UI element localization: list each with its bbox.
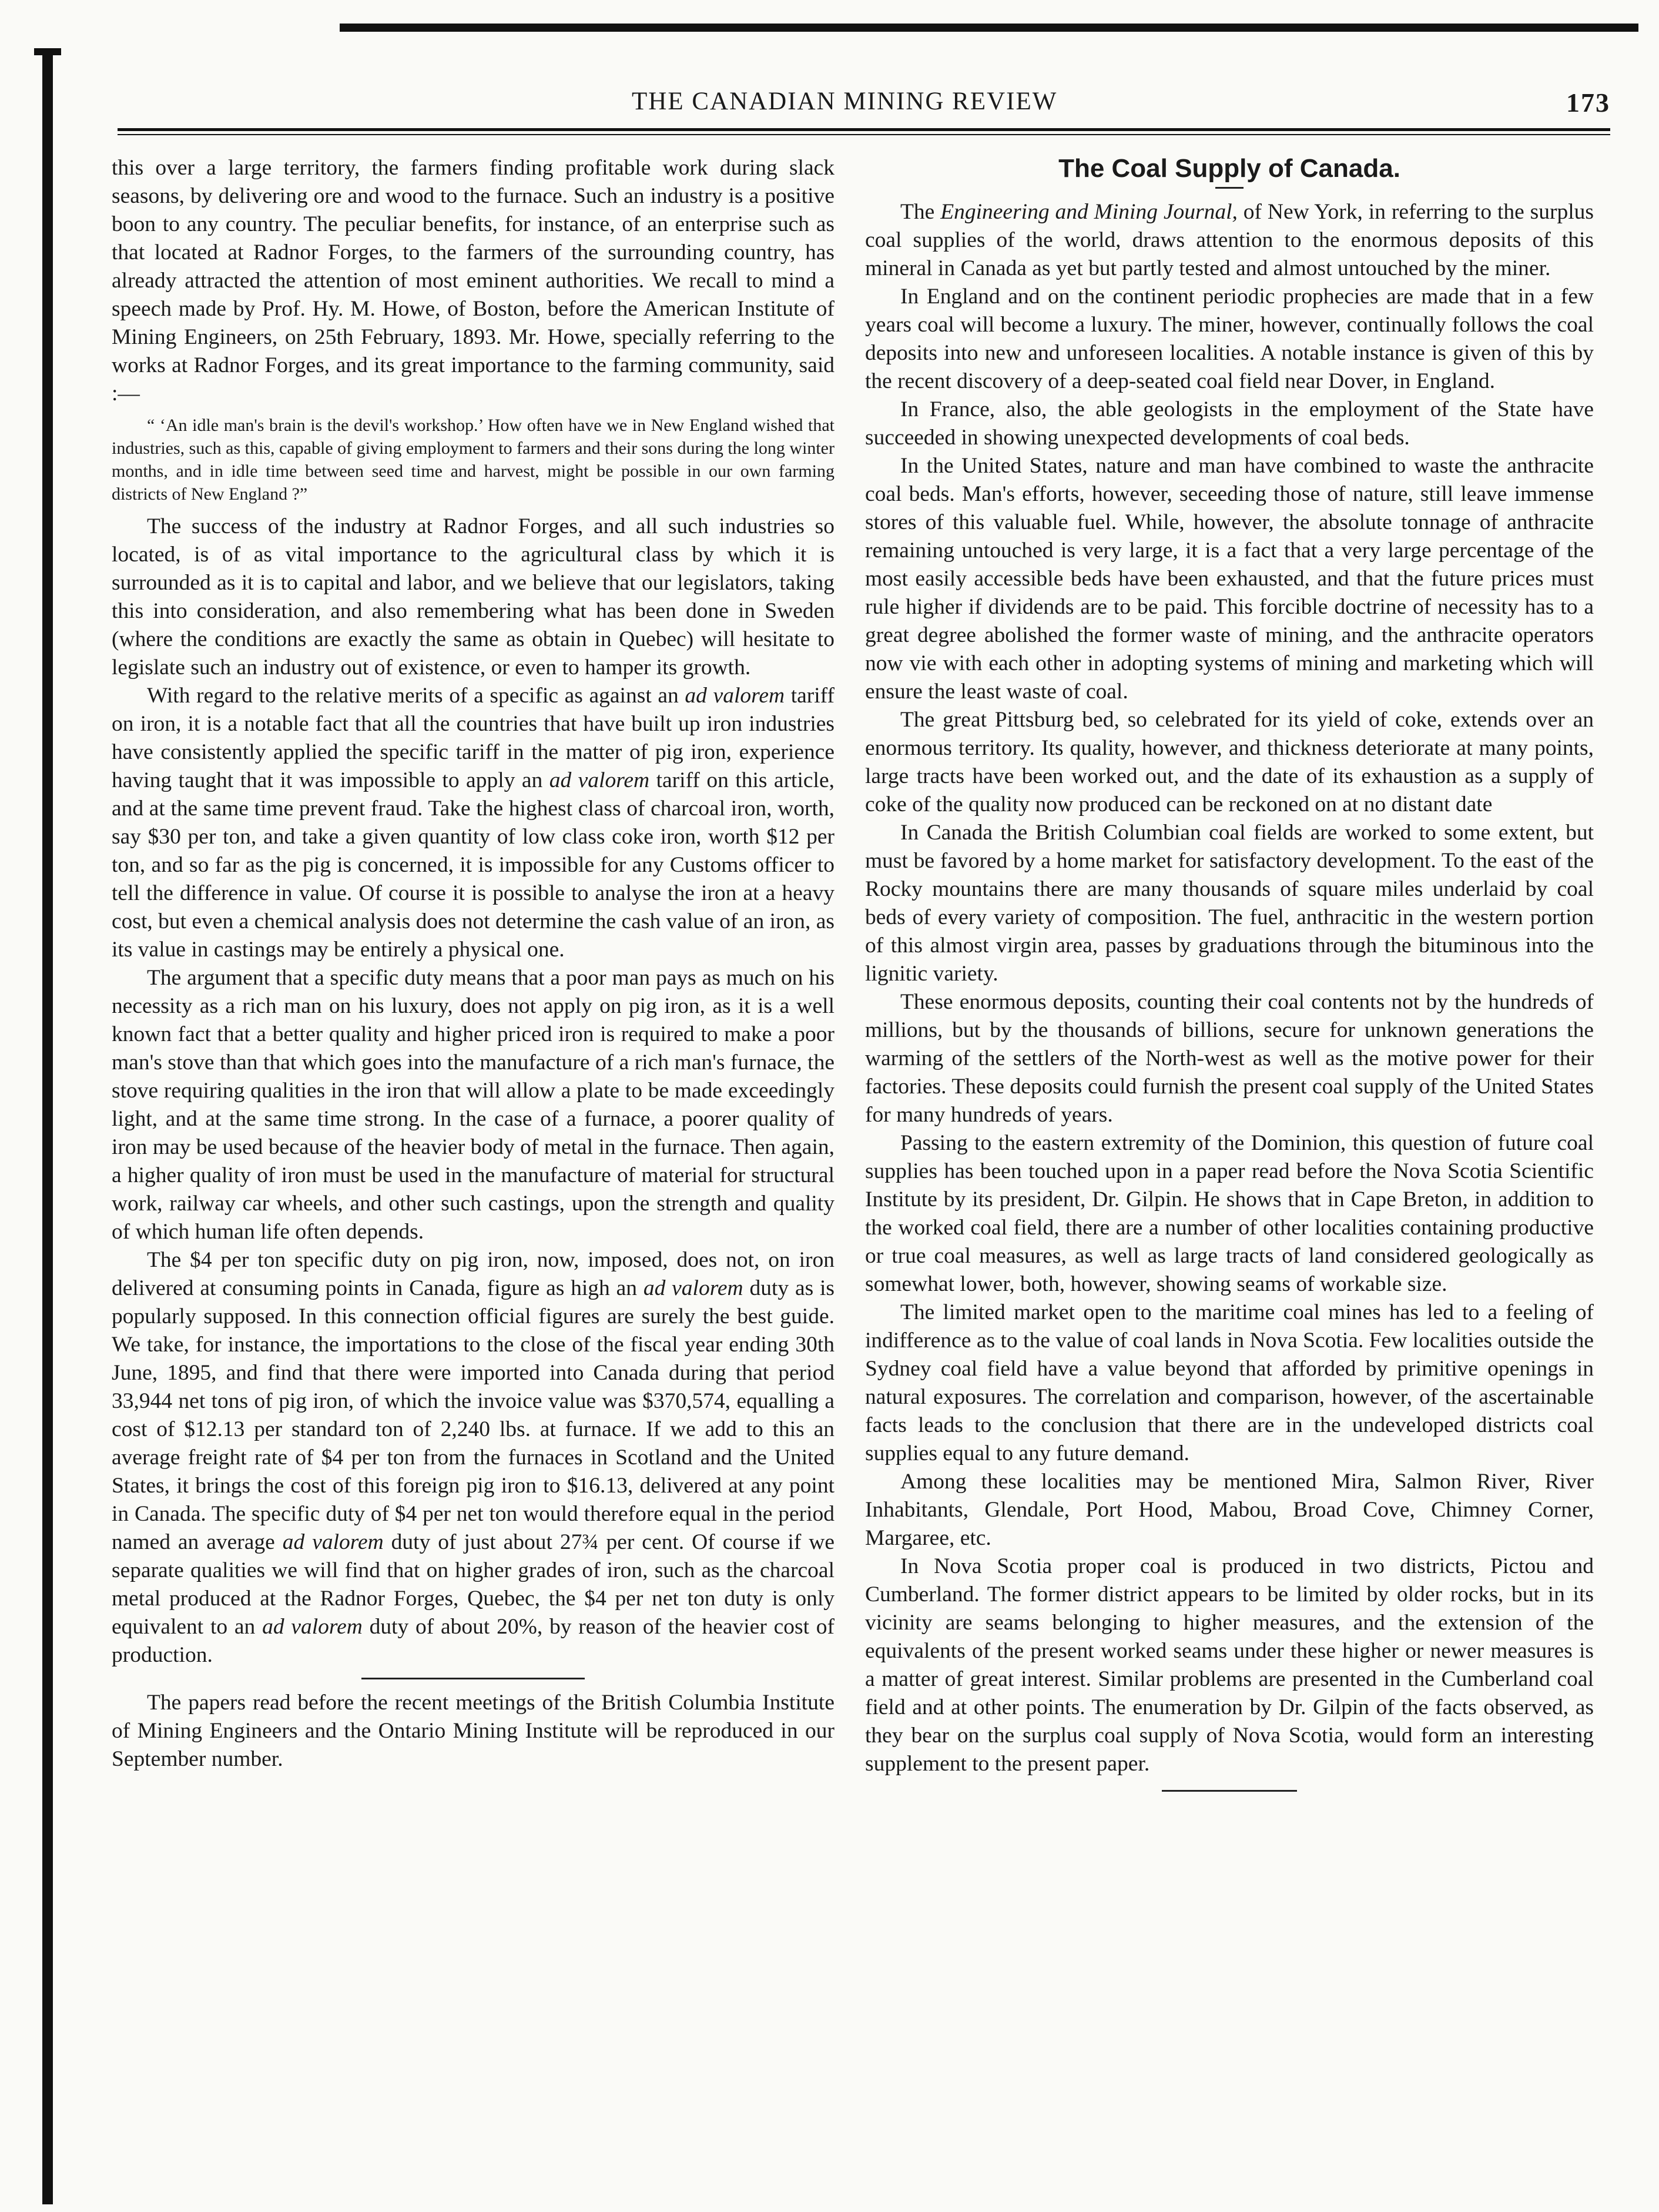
right-paragraph-7: These enormous deposits, counting their coal contents not by the hundreds of millions, but by the thousands of billions, secure for unknown generations the warming of the settlers of the North-west as well as the motive power for their factories. These deposits could furnish the present coal supply of the United States for many hundreds of years. <box>865 990 1594 1127</box>
text-run: The $4 per ton specific duty on pig iron, now, imposed, does not, on iron delivered at consuming points in Canada, figure as high an <box>112 1248 834 1300</box>
left-paragraph-3 <box>112 682 834 964</box>
italic-term: ad valorem <box>262 1615 363 1639</box>
top-border-rule <box>340 24 1638 32</box>
text-run: With regard to the relative merits of a specific as against an <box>147 684 685 708</box>
article-title: The Coal Supply of Canada. <box>1058 154 1400 183</box>
section-divider <box>361 1678 585 1679</box>
text-run: duty of about 20%, by reason of the heavier cost of production. <box>112 1615 834 1667</box>
text-run: duty as is popularly supposed. In this connection official figures are surely the best guide. We take, for instance, the importations to the close of the fiscal year ending 30th June, 1895, and find that there were imported into Canada during that period 33,944 net tons of pig iron, of which the invoice value was $370,574, equalling a cost of $12.13 per standard ton of 2,240 lbs. at furnace. If we add to this an average freight rate of $4 per ton from the furnaces in Scotland and the United States, it brings the cost of this foreign pig iron to $16.13, delivered at any point in Canada. The specific duty of $4 per net ton would therefore equal in the period named an average <box>112 1276 835 1554</box>
text-run: tariff on this article, and at the same time prevent fraud. Take the highest class of charcoal iron, worth, say $30 per ton, and take a given quantity of low class coke iron, worth $12 per ton, and so far as the pig is concerned, it is impossible for any Customs officer to tell the difference in value. Of course it is possible to analyse the iron at a heavy cost, but even a chemical analysis does not determine the cash value of an iron, as its value in castings may be entirely a physical one. <box>112 768 834 962</box>
left-paragraph-2: The success of the industry at Radnor Forges, and all such industries so located, is of as vital importance to the agricultural class by which it is surrounded as it is to capital and labor, and we believe that our legislators, taking this into consideration, and also remembering what has been done in Sweden (where the conditions are exactly the same as obtain in Quebec) will hesitate to legislate such an industry out of existence, or even to hamper its growth. <box>112 514 834 680</box>
text-run: duty of just about 27¾ per cent. Of course if we separate qualities we will find that on higher grades of iron, such as the charcoal metal produced at the Radnor Forges, Quebec, the $4 per net ton duty is only equivalent to an <box>112 1530 835 1639</box>
left-paragraph-4: The argument that a specific duty means that a poor man pays as much on his necessity as a rich man on his luxury, does not apply on pig iron, as it is a well known fact that a better quality and higher priced iron is required to make a poor man's stove than that which goes into the manufacture of a rich man's furnace, the stove requiring qualities in the iron that will allow a plate to be made exceedingly light, and at the same time strong. In the case of a furnace, a poorer quality of iron may be used because of the heavier body of metal in the furnace. Then again, a higher quality of iron must be used in the manufacture of material for structural work, railway car wheels, and other such castings, upon the strength and quality of which human life often depends. <box>112 966 834 1244</box>
right-paragraph-9: The limited market open to the maritime coal mines has led to a feeling of indifference as to the value of coal lands in Nova Scotia. Few localities outside the Sydney coal field have a value beyond that afforded by primitive openings in natural exposures. The correlation and comparison, however, of the ascertainable facts leads to the conclusion that there are in the undeveloped districts coal supplies equal to any future demand. <box>865 1300 1594 1465</box>
right-paragraph-11: In Nova Scotia proper coal is produced in two districts, Pictou and Cumberland. The former district appears to be limited by older rocks, but in its vicinity are seams belonging to higher measures, and the extension of the equivalents of the present worked seams under these higher or newer measures is a matter of great interest. Similar problems are presented in the Cumberland coal field and at other points. The enumeration by Dr. Gilpin of the facts observed, as they bear on the surplus coal supply of Nova Scotia, would form an interesting supplement to the present paper. <box>865 1554 1594 1776</box>
howe-quotation: “ ‘An idle man's brain is the devil's workshop.’ How often have we in New England wished that industries, such as this, capable of giving employment to farmers and their sons during the long winter months, and in idle time between seed time and harvest, might be possible in our own farming districts of New England ?” <box>112 416 834 504</box>
page-number: 173 <box>1566 88 1610 118</box>
title-dash <box>1215 187 1244 189</box>
header-rule-thick <box>118 128 1610 131</box>
running-header <box>118 87 1610 122</box>
journal-title: THE CANADIAN MINING REVIEW <box>632 88 1058 115</box>
right-paragraph-6: In Canada the British Columbian coal fields are worked to some extent, but must be favored by a home market for satisfactory development. To the east of the Rocky mountains there are many thousands of square miles underlaid by coal beds of every variety of composition. The fuel, anthracitic in the western portion of this almost virgin area, passes by graduations through the bituminous into the lignitic variety. <box>865 821 1594 986</box>
left-paragraph-1: this over a large territory, the farmers finding profitable work during slack seasons, by delivering ore and wood to the furnace. Such an industry is a positive boon to any country. The peculiar benefits, for instance, of an enterprise such as that located at Radnor Forges, to the farmers of the surrounding country, has already attracted the attention of most eminent authorities. We recall to mind a speech made by Prof. Hy. M. Howe, of Boston, before the American Institute of Mining Engineers, on 25th February, 1893. Mr. Howe, specially referring to the works at Radnor Forges, and its great importance to the farming community, said :— <box>112 156 834 406</box>
article-end-rule <box>1162 1790 1297 1792</box>
italic-term: ad valorem <box>643 1276 743 1300</box>
italic-term: ad valorem <box>282 1530 384 1554</box>
italic-term: ad valorem <box>549 768 650 792</box>
left-margin-bar <box>42 53 53 2204</box>
text-run: tariff on iron, it is a notable fact that all the countries that have built up iron industries have consistently applied the specific tariff in the matter of pig iron, experience having taught that it was impossible to apply an <box>112 684 834 792</box>
left-paragraph-6: The papers read before the recent meetings of the British Columbia Institute of Mining Engineers and the Ontario Mining Institute will be reproduced in our September number. <box>112 1691 834 1771</box>
right-paragraph-4: In the United States, nature and man have combined to waste the anthracite coal beds. Man's efforts, however, seceeding those of nature, still leave immense stores of this valuable fuel. While, however, the absolute tonnage of anthracite remaining untouched is very large, it is a fact that a very large percentage of the most easily accessible beds have been exhausted, and that the future prices must rule higher if dividends are to be paid. This forcible doctrine of necessity has to a great degree abolished the former waste of mining, and the anthracite operators now vie with each other in adopting systems of mining and marketing which will ensure the least waste of coal. <box>865 454 1594 704</box>
italic-term: ad valorem <box>685 684 785 708</box>
right-paragraph-10: Among these localities may be mentioned Mira, Salmon River, River Inhabitants, Glendale, Port Hood, Mabou, Broad Cove, Chimney Corner, Margaree, etc. <box>865 1470 1594 1550</box>
right-paragraph-2: In England and on the continent periodic prophecies are made that in a few years coal will become a luxury. The miner, however, continually follows the coal deposits into new and unforeseen localities. A notable instance is given of this by the recent discovery of a deep-seated coal field near Dover, in England. <box>865 285 1594 393</box>
italic-journal-name: Engineering and Mining Journal, <box>940 200 1238 224</box>
left-paragraph-5 <box>112 1246 834 1669</box>
text-run: of New York, in referring to the surplus coal supplies of the world, draws attention to the enormous deposits of this mineral in Canada as yet but partly tested and almost untouched by the miner. <box>865 200 1594 280</box>
text-run: The <box>900 200 941 224</box>
right-column <box>865 154 1594 1792</box>
right-paragraph-5: The great Pittsburg bed, so celebrated for its yield of coke, extends over an enormous territory. Its quality, however, and thickness deteriorate at many points, large tracts have been worked out, and the date of its exhaustion as a supply of coke of the quality now produced can be reckoned on at no distant date <box>865 708 1594 816</box>
header-rule-thin <box>118 134 1610 135</box>
right-paragraph-1 <box>865 198 1594 283</box>
left-column <box>112 154 834 1773</box>
right-paragraph-8: Passing to the eastern extremity of the Dominion, this question of future coal supplies has been touched upon in a paper read before the Nova Scotia Scientific Institute by its president, Dr. Gilpin. He shows that in Cape Breton, in addition to the worked coal field, there are a number of other localities containing productive or true coal measures, as well as large tracts of land considered geologically as somewhat lower, both, however, showing seams of workable size. <box>865 1131 1594 1296</box>
right-paragraph-3: In France, also, the able geologists in the employment of the State have succeeded in showing unexpected developments of coal beds. <box>865 397 1594 450</box>
